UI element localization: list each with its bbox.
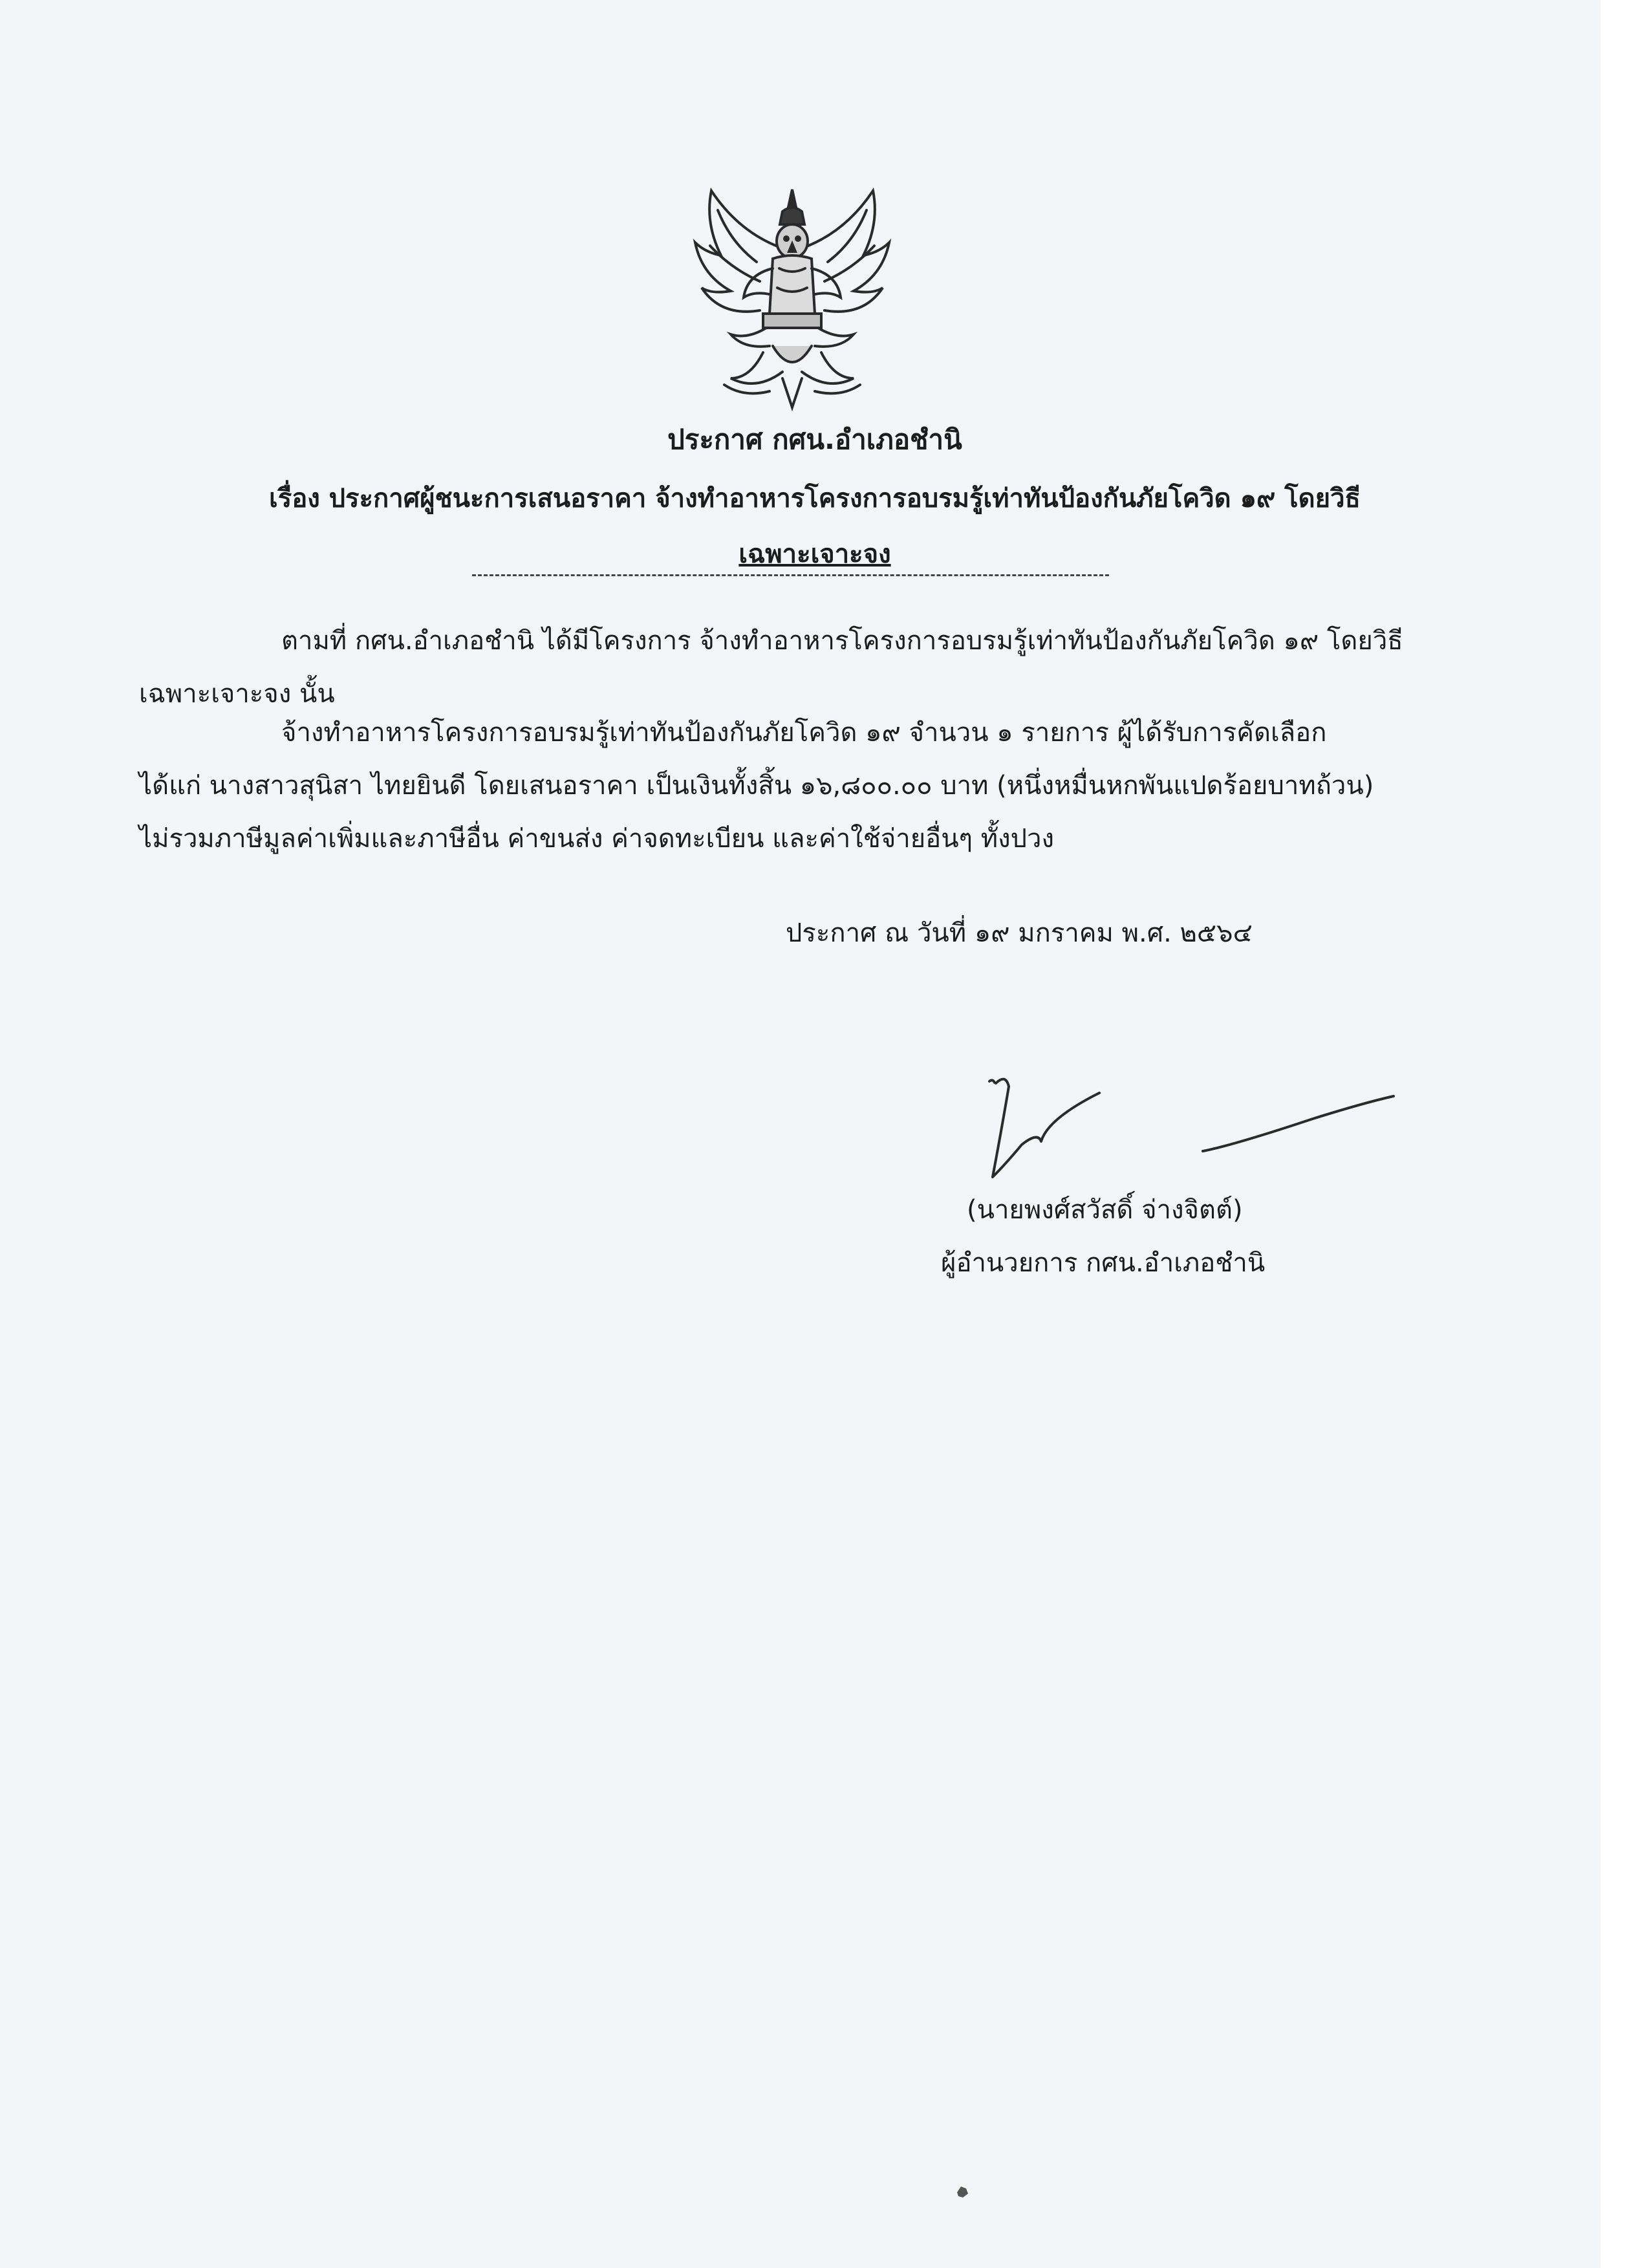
signer-name: (นายพงศ์สวัสดิ์ จ่างจิตต์) bbox=[967, 1195, 1243, 1225]
scan-edge bbox=[1600, 0, 1649, 2268]
announcement-date: ประกาศ ณ วันที่ ๑๙ มกราคม พ.ศ. ๒๕๖๔ bbox=[786, 918, 1253, 948]
paragraph-2-line-2: ได้แก่ นางสาวสุนิสา ไทยยินดี โดยเสนอราคา เป็นเงินทั้งสิ้น ๑๖,๘๐๐.๐๐ บาท (หนึ่งหมื่นหกพันแปดร้อยบาทถ้วน) bbox=[139, 771, 1374, 801]
paragraph-2-line-3: ไม่รวมภาษีมูลค่าเพิ่มและภาษีอื่น ค่าขนส่ง ค่าจดทะเบียน และค่าใช้จ่ายอื่นๆ ทั้งปวง bbox=[139, 824, 1055, 854]
paragraph-1-line-1: ตามที่ กศน.อำเภอชำนิ ได้มีโครงการ จ้างทำอาหารโครงการอบรมรู้เท่าทันป้องกันภัยโควิด ๑๙ โดยวิธี bbox=[281, 626, 1403, 656]
handwritten-signature bbox=[976, 1067, 1416, 1196]
paragraph-2-line-1: จ้างทำอาหารโครงการอบรมรู้เท่าทันป้องกันภัยโควิด ๑๙ จำนวน ๑ รายการ ผู้ได้รับการคัดเลือก bbox=[281, 718, 1327, 748]
scan-speck-icon bbox=[954, 2185, 970, 2199]
paragraph-1 bbox=[139, 614, 1432, 720]
paragraph-1-line-2: เฉพาะเจาะจง นั้น bbox=[139, 679, 335, 709]
garuda-emblem-icon bbox=[685, 184, 899, 414]
signer-position: ผู้อำนวยการ กศน.อำเภอชำนิ bbox=[941, 1248, 1266, 1278]
paragraph-2 bbox=[139, 706, 1432, 865]
announcement-subject bbox=[129, 471, 1500, 582]
announcement-heading: ประกาศ กศน.อำเภอชำนิ bbox=[667, 424, 962, 455]
subject-line-2: เฉพาะเจาะจง bbox=[738, 539, 891, 569]
subject-line-1: เรื่อง ประกาศผู้ชนะการเสนอราคา จ้างทำอาหารโครงการอบรมรู้เท่าทันป้องกันภัยโควิด ๑๙ โดยวิธี bbox=[269, 484, 1361, 513]
divider bbox=[472, 574, 1109, 576]
